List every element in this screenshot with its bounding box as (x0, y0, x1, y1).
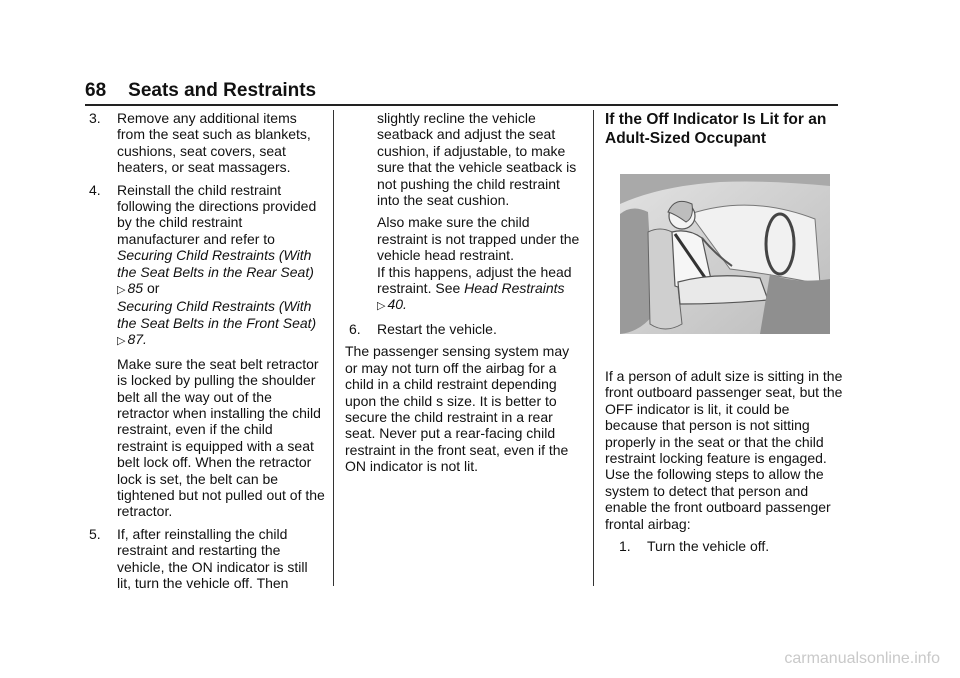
watermark: carmanualsonline.info (784, 650, 940, 667)
item-text: If, after reinstalling the child restraint and restarting the vehicle, the ON indicator is still lit, turn the vehicle off. Then (117, 525, 308, 591)
body-paragraph: If a person of adult size is sitting in the front outboard passenger seat, but the OFF indicator is lit, it could be because that person is not sitting properly in the seat or that the child restraint locking feature is engaged. Use the following steps to allow the system to detect that person and enable the front outboard passenger frontal airbag: (605, 368, 843, 532)
body-paragraph: The passenger sensing system may or may not turn off the airbag for a child in a child restraint depending upon the child s size. It is better to secure the child restraint in a rear seat. Never put a rear-facing child restraint in the front seat, even if the ON indicator is not lit. (345, 343, 570, 475)
column-divider (333, 110, 334, 586)
page-number: 68 (85, 80, 107, 101)
list-item-6 (345, 321, 581, 337)
page-header (85, 80, 316, 102)
item-text: Turn the vehicle off. (647, 538, 770, 555)
adult-occupant-illustration (620, 174, 830, 334)
column-3 (605, 110, 845, 554)
page-reference[interactable]: 87 (127, 331, 144, 348)
column-divider (593, 110, 594, 586)
or-text: or (146, 280, 160, 297)
item-number: 3. (89, 110, 101, 126)
header-rule (85, 104, 838, 106)
page-ref-icon: ▷ (377, 300, 386, 313)
item-text: Remove any additional items from the seat such as blankets, cushions, seat covers, seat heaters, or seat massagers. (117, 110, 311, 176)
cross-reference-link[interactable]: Securing Child Restraints (With the Seat Belts in the Front Seat) (117, 298, 317, 331)
column-1 (85, 110, 325, 597)
cross-reference-link[interactable]: Securing Child Restraints (With the Seat Belts in the Rear Seat) (117, 247, 314, 280)
item-number: 4. (89, 181, 101, 198)
item-number: 6. (349, 320, 361, 337)
item-5-paragraph: Also make sure the child restraint is not trapped under the vehicle head restraint. If this happens, adjust the head restraint. See Head Restraints ▷ 40. (377, 214, 580, 313)
item-number: 5. (89, 525, 101, 542)
item-text: Reinstall the child restraint following the directions provided by the child restraint manufacturer and refer to (117, 181, 317, 247)
list-item-4: 4. Reinstall the child restraint following the directions provided by the child restraint manufacturer and refer to Securing Child Restraints (With the Seat Belts in the Rear Seat) ▷ 85 or Securing Child Restraints (With the Seat Belts in the Front Seat) ▷ 87. (89, 181, 317, 348)
page-ref-icon: ▷ (117, 335, 126, 348)
item-number: 1. (619, 538, 631, 555)
section-heading: If the Off Indicator Is Lit for an Adult-Sized Occupant (605, 111, 827, 147)
list-item-5 (85, 526, 325, 592)
list-item-3 (85, 110, 325, 176)
paragraph-text: Also make sure the child restraint is not trapped under the vehicle head restraint. (377, 214, 580, 264)
item-text: Restart the vehicle. (377, 320, 497, 337)
paragraph-text: If this happens, adjust the head restraint. See (377, 263, 572, 297)
page-reference[interactable]: 40 (387, 296, 404, 313)
column-2 (345, 110, 581, 481)
page-reference[interactable]: 85 (127, 280, 144, 297)
cross-reference-link[interactable]: Head Restraints (464, 280, 565, 297)
item-4-paragraph: Make sure the seat belt retractor is locked by pulling the shoulder belt all the way out of the retractor when installing the child restraint, even if the child restraint is equipped with a seat belt lock off. When the retractor lock is set, the belt can be tightened but not pulled out of the retractor. (117, 355, 325, 520)
section-title: Seats and Restraints (128, 80, 317, 101)
page-ref-icon: ▷ (117, 284, 126, 297)
list-item-1 (615, 538, 845, 554)
item-5-continued: slightly recline the vehicle seatback and adjust the seat cushion, if adjustable, to make sure that the vehicle seatback is not pushing the child restraint into the seat cushion. (377, 110, 577, 209)
